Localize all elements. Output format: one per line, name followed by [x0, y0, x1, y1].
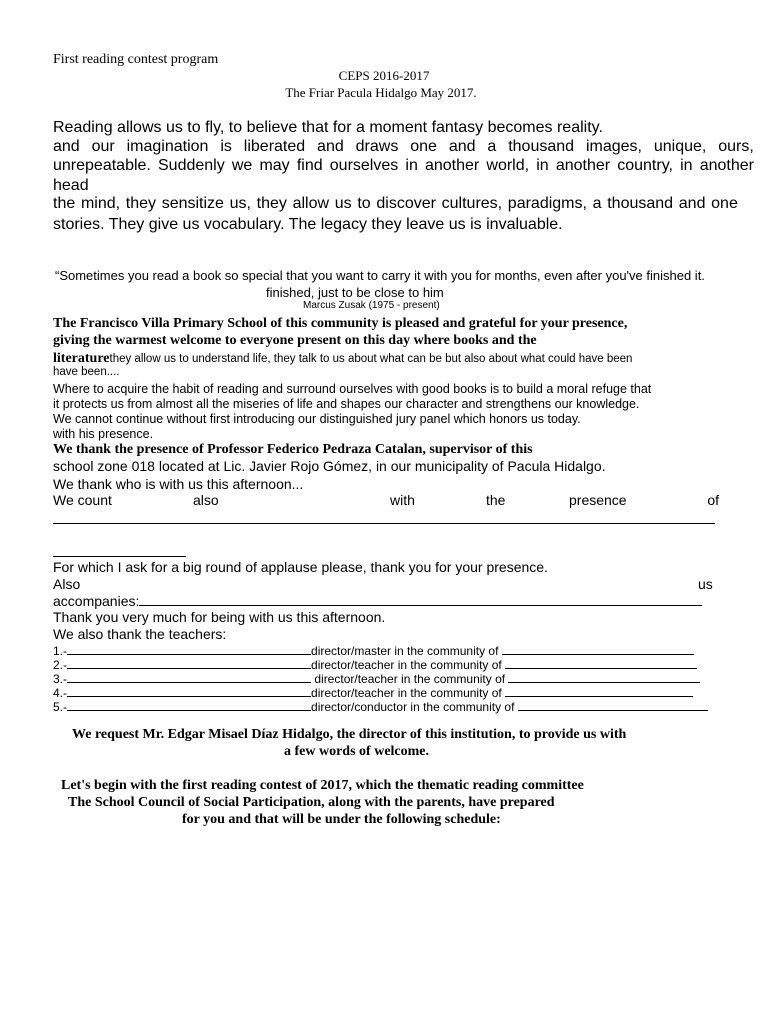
teachers-heading: We also thank the teachers: — [53, 626, 227, 642]
word: we — [231, 157, 253, 174]
word: cultures, — [441, 195, 503, 212]
thanks-afternoon: Thank you very much for being with us this afternoon. — [53, 609, 386, 625]
word: discover — [376, 195, 436, 212]
word: in — [680, 157, 693, 174]
closing-line-1: Let's begin with the first reading contest of 2017, which the thematic reading committee — [61, 778, 584, 793]
word: they — [125, 195, 156, 212]
also-left: Also — [53, 576, 81, 592]
community-blank[interactable] — [505, 685, 693, 697]
teacher-row-num: 3.- — [53, 672, 68, 686]
intro-line-5 — [53, 195, 738, 213]
word: the — [53, 195, 76, 212]
teacher-name-blank[interactable] — [67, 643, 311, 655]
word: and — [317, 138, 344, 155]
request-line-2: a few words of welcome. — [284, 744, 430, 759]
word: is — [220, 138, 232, 155]
quote-line-2: finished, just to be close to him — [266, 285, 444, 300]
word: they — [256, 195, 287, 212]
word: Suddenly — [158, 157, 225, 174]
word: country, — [617, 157, 673, 174]
word: world, — [486, 157, 530, 174]
word: a — [592, 195, 602, 212]
intro-line-6: stories. They give us vocabulary. The legacy they leave us is invaluable. — [53, 216, 563, 233]
word: imagination — [126, 138, 209, 155]
word: us, — [229, 195, 251, 212]
teacher-row-3 — [53, 671, 700, 686]
word-presence: presence — [569, 492, 627, 508]
welcome-line-8: with his presence. — [53, 427, 154, 441]
supervisor-line-1: We thank the presence of Professor Federico Pedraza Catalan, supervisor of this — [53, 442, 533, 457]
word: sensitize — [161, 195, 224, 212]
word: paradigms, — [507, 195, 587, 212]
community-blank[interactable] — [518, 699, 708, 711]
welcome-line-6: it protects us from almost all the miseries of life and shapes our character and strengthens our knowledge. — [53, 397, 640, 411]
word: thousand — [607, 195, 674, 212]
teacher-row-role: director/master in the community of — [311, 644, 499, 658]
intro-line-3 — [53, 157, 754, 175]
word-we-count: We count — [53, 492, 112, 508]
welcome-line-7: We cannot continue without first introducing our distinguished jury panel which honors us today. — [53, 412, 581, 426]
word: images, — [585, 138, 642, 155]
teacher-row-num: 4.- — [53, 686, 68, 700]
word-the: the — [486, 492, 506, 508]
presence-blank-line[interactable] — [53, 523, 715, 524]
also-right: us — [698, 576, 713, 592]
word: our — [91, 138, 115, 155]
teacher-row-role: director/teacher in the community of — [311, 686, 502, 700]
accompanies-blank[interactable] — [139, 594, 702, 606]
word: ours, — [718, 138, 754, 155]
word: ourselves — [329, 157, 399, 174]
welcome-line-1: The Francisco Villa Primary School of this community is pleased and grateful for your presence, — [53, 316, 628, 331]
accompanies-label: accompanies: — [53, 593, 140, 609]
word: in — [536, 157, 549, 174]
word: and — [53, 138, 80, 155]
teacher-row-role: director/conductor in the community of — [311, 700, 515, 714]
intro-line-4: head — [53, 177, 89, 194]
closing-line-3: for you and that will be under the following schedule: — [182, 812, 501, 827]
intro-line-2 — [53, 138, 754, 156]
teacher-row-4 — [53, 685, 693, 700]
teacher-row-role: director/teacher in the community of — [311, 658, 502, 672]
welcome-line-4: have been.... — [53, 366, 120, 378]
literature-word: literature — [53, 351, 110, 366]
header-subtitle: The Friar Pacula Hidalgo May 2017. — [285, 85, 477, 100]
word: to — [357, 195, 371, 212]
word: mind, — [80, 195, 121, 212]
welcome-line-2: giving the warmest welcome to everyone present on this day where books and the — [53, 333, 537, 348]
word: unrepeatable. — [53, 157, 151, 174]
header-ceps: CEPS 2016-2017 — [338, 68, 430, 83]
welcome-line-3-rest: they allow us to understand life, they talk to us about what can be but also about what could have been — [109, 353, 633, 365]
word: one — [711, 195, 738, 212]
word: another — [424, 157, 480, 174]
word: unique, — [653, 138, 707, 155]
word: another — [555, 157, 611, 174]
supervisor-line-3: We thank who is with us this afternoon... — [53, 476, 304, 492]
welcome-line-3 — [53, 349, 632, 367]
supervisor-line-2: school zone 018 located at Lic. Javier Rojo Gómez, in our municipality of Pacula Hidalgo. — [53, 458, 606, 474]
word: in — [405, 157, 418, 174]
teacher-row-1 — [53, 643, 694, 658]
community-blank[interactable] — [505, 657, 697, 669]
teacher-name-blank[interactable] — [67, 671, 311, 683]
teacher-name-blank[interactable] — [67, 685, 311, 697]
quote-author: Marcus Zusak (1975 - present) — [303, 300, 440, 311]
quote-line-1: “Sometimes you read a book so special that you want to carry it with you for months, even after you've finished it. — [55, 268, 705, 283]
word: thousand — [508, 138, 575, 155]
teacher-name-blank[interactable] — [67, 699, 311, 711]
community-blank[interactable] — [502, 643, 694, 655]
word: draws — [355, 138, 399, 155]
word-of: of — [707, 492, 719, 508]
welcome-line-5: Where to acquire the habit of reading and surround ourselves with good books is to build a moral refuge that — [53, 382, 652, 396]
word: and — [678, 195, 706, 212]
document-title: First reading contest program — [53, 52, 219, 67]
word-with: with — [390, 492, 415, 508]
word: another — [699, 157, 754, 174]
teacher-name-blank[interactable] — [67, 657, 311, 669]
word-also: also — [193, 492, 219, 508]
presence-blank-short[interactable] — [53, 556, 186, 557]
accompanies-line — [53, 593, 702, 609]
teacher-row-role: director/teacher in the community of — [311, 672, 506, 686]
word: and — [448, 138, 476, 155]
teacher-row-5 — [53, 699, 708, 714]
word: find — [296, 157, 323, 174]
word: a — [487, 138, 497, 155]
applause-line: For which I ask for a big round of applause please, thank you for your presence. — [53, 559, 548, 575]
teacher-row-num: 2.- — [53, 658, 68, 672]
word: liberated — [243, 138, 306, 155]
closing-line-2: The School Council of Social Participation, along with the parents, have prepared — [68, 795, 555, 810]
intro-line-1: Reading allows us to fly, to believe that for a moment fantasy becomes reality. — [53, 119, 603, 136]
word: allow — [292, 195, 330, 212]
request-line-1: We request Mr. Edgar Misael Díaz Hidalgo, the director of this institution, to provide us with — [72, 727, 627, 742]
teacher-row-2 — [53, 657, 697, 672]
word: one — [410, 138, 437, 155]
word: may — [259, 157, 290, 174]
teacher-row-num: 5.- — [53, 700, 68, 714]
community-blank[interactable] — [508, 671, 700, 683]
word: us — [334, 195, 352, 212]
teacher-row-num: 1.- — [53, 644, 68, 658]
